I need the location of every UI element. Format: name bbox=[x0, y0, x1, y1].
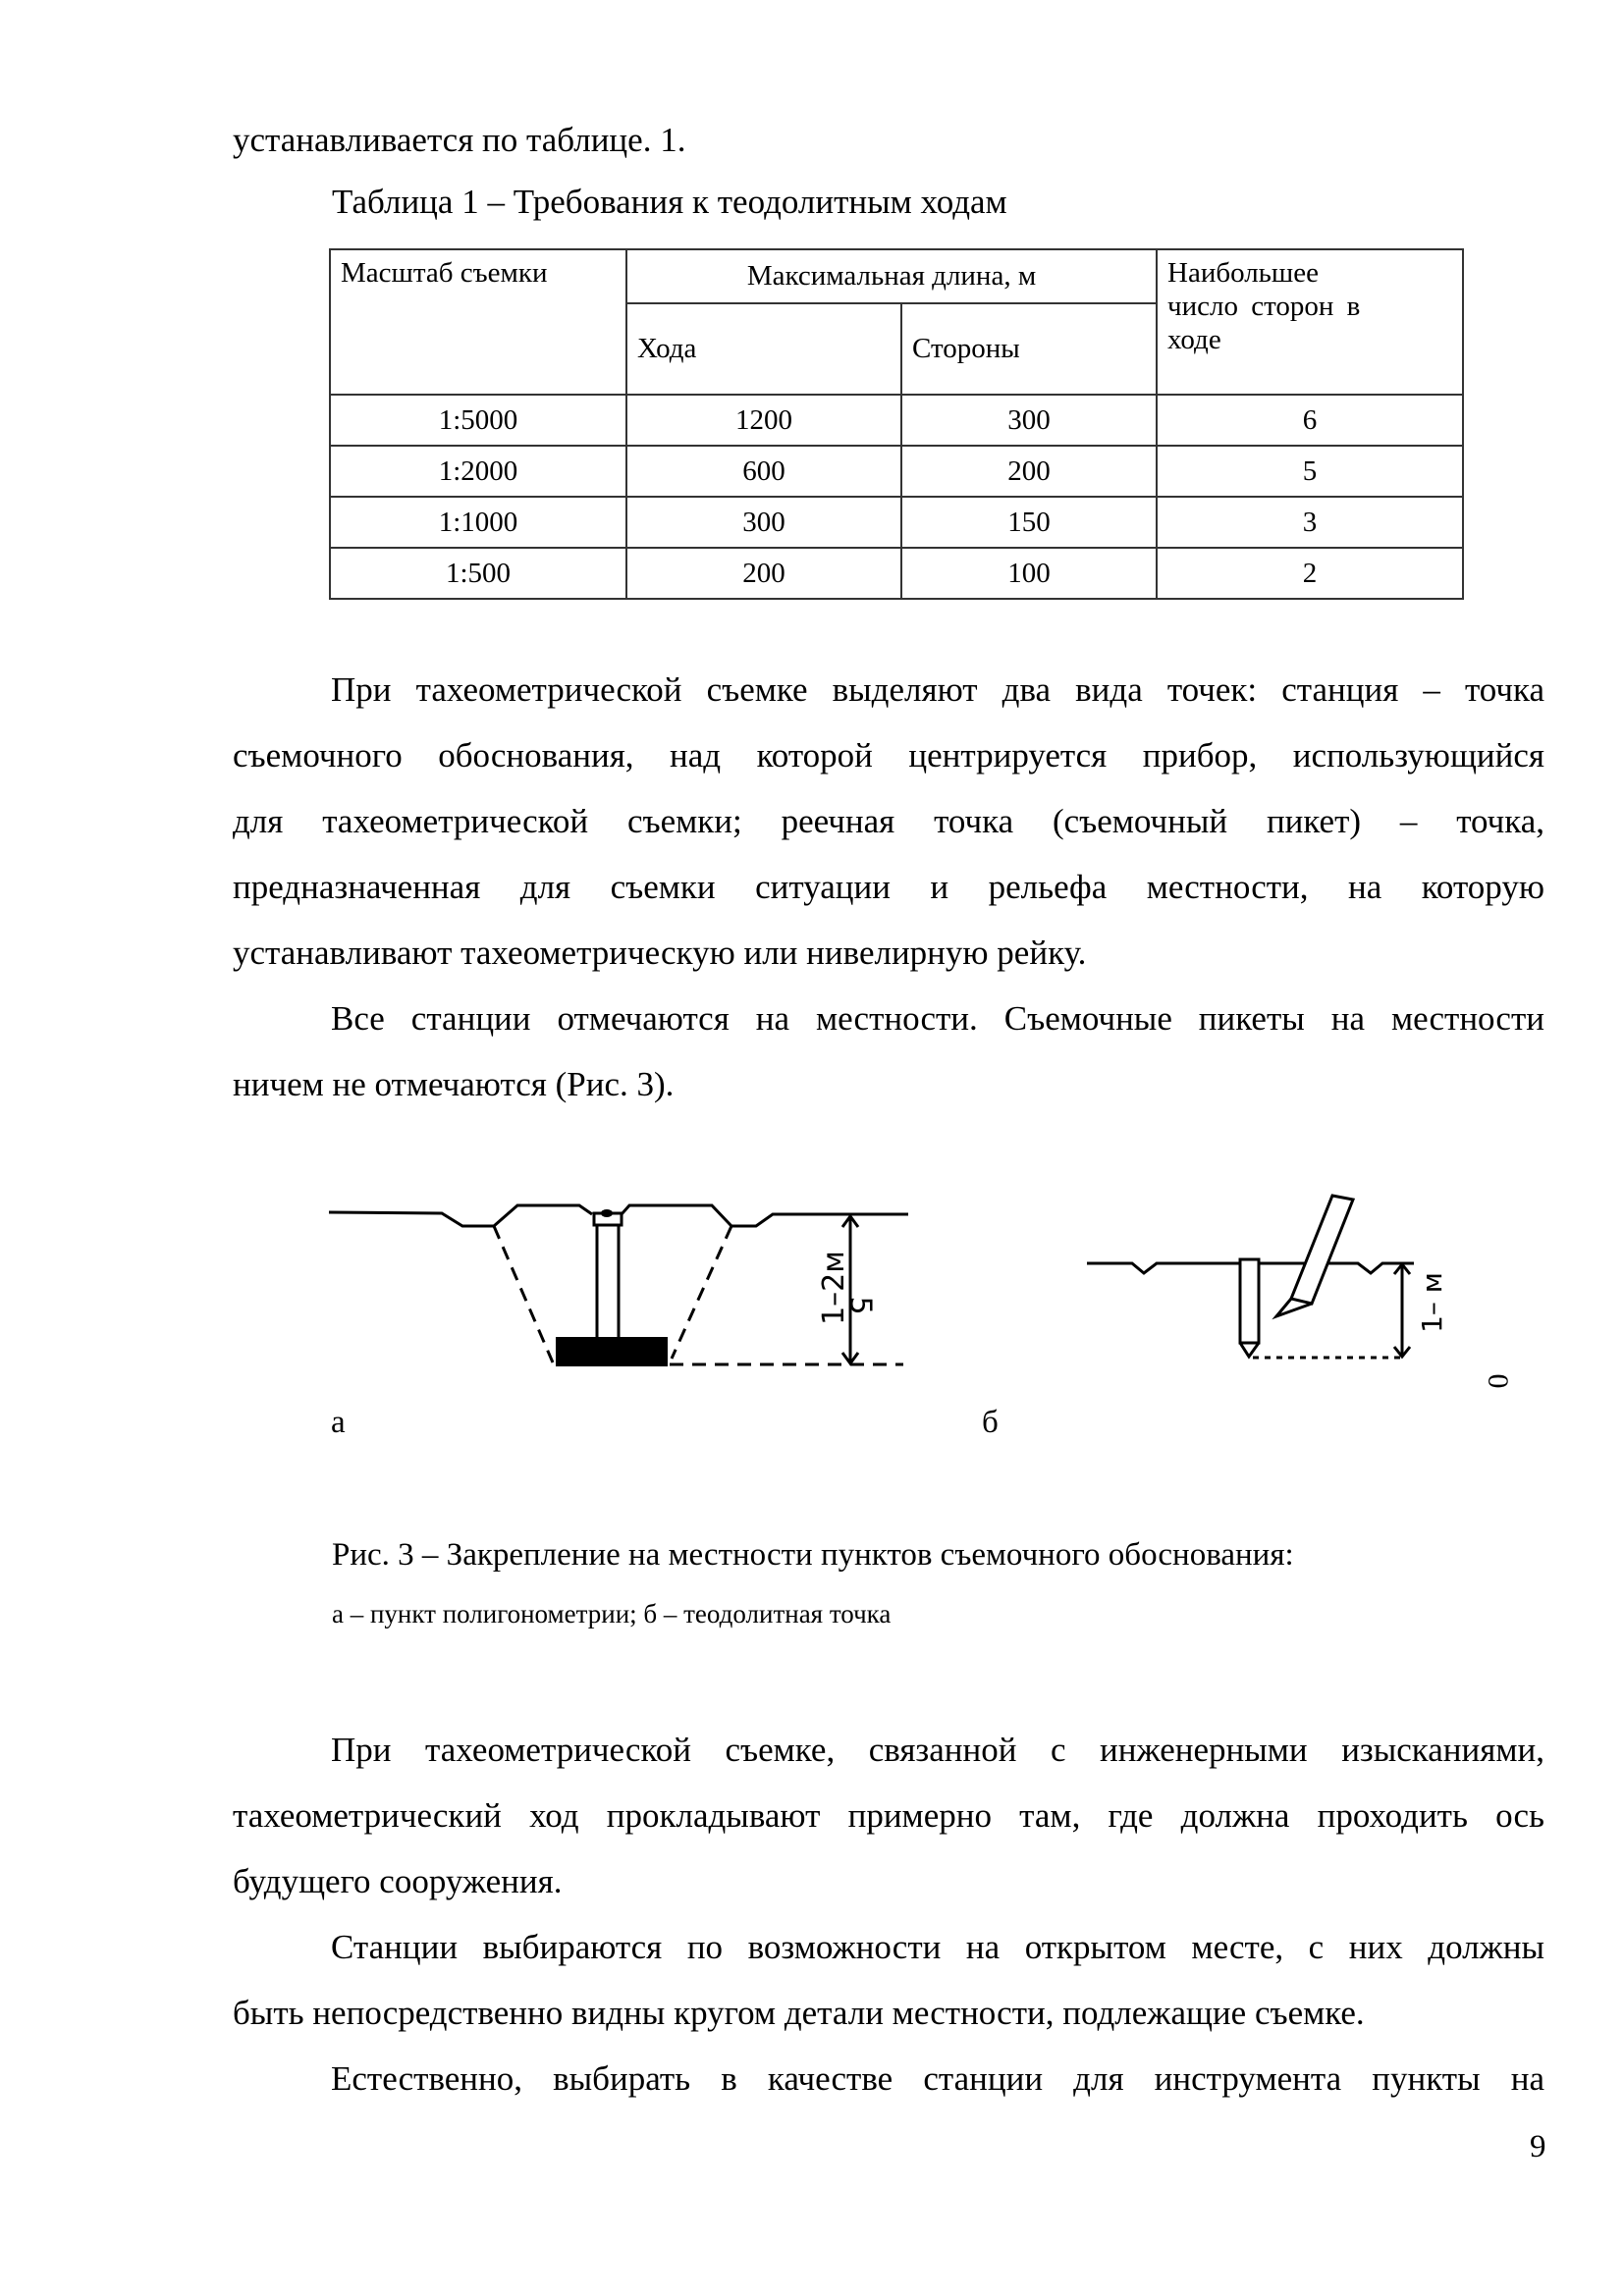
cell-sides: 3 bbox=[1157, 497, 1463, 548]
paragraph3-line: При тахеометрической съемке, связанной с инженерными изысканиями, bbox=[331, 1731, 1544, 1769]
paragraph2-line: ничем не отмечаются (Рис. 3). bbox=[233, 1065, 675, 1103]
cell-traverse: 600 bbox=[626, 446, 901, 497]
cell-side: 300 bbox=[901, 395, 1157, 446]
figure-label-b: б bbox=[982, 1405, 999, 1440]
cell-side: 150 bbox=[901, 497, 1157, 548]
dimension-label-a: 1–2м bbox=[816, 1251, 851, 1325]
header-max-length: Максимальная длина, м bbox=[626, 249, 1157, 303]
dimension-label-b: 1– м bbox=[1415, 1272, 1448, 1333]
cell-side: 200 bbox=[901, 446, 1157, 497]
paragraph3-line: будущего сооружения. bbox=[233, 1862, 563, 1900]
paragraph3-line: тахеометрический ход прокладывают примерно там, где должна проходить ось bbox=[233, 1796, 1544, 1835]
cell-scale: 1:1000 bbox=[330, 497, 626, 548]
header-side: Стороны bbox=[901, 303, 1157, 395]
header-max-sides-line3: ходе bbox=[1167, 324, 1221, 355]
cell-scale: 1:5000 bbox=[330, 395, 626, 446]
dimension-label-a-extra: 5 bbox=[842, 1296, 878, 1315]
cell-traverse: 200 bbox=[626, 548, 901, 599]
paragraph2-line: Все станции отмечаются на местности. Съемочные пикеты на местности bbox=[331, 999, 1544, 1038]
page-number: 9 bbox=[1530, 2129, 1546, 2164]
centre-mark-icon bbox=[601, 1209, 613, 1217]
paragraph1-line: предназначенная для съемки ситуации и рельефа местности, на которую bbox=[233, 868, 1544, 906]
paragraph4-line: быть непосредственно видны кругом детали местности, подлежащие съемке. bbox=[233, 1994, 1365, 2032]
monument-block-icon bbox=[556, 1337, 668, 1366]
header-max-sides-line1: Наибольшее bbox=[1167, 257, 1319, 289]
header-traverse: Хода bbox=[626, 303, 901, 395]
cell-scale: 1:500 bbox=[330, 548, 626, 599]
figure-label-a: а bbox=[331, 1405, 346, 1440]
cell-sides: 6 bbox=[1157, 395, 1463, 446]
paragraph1-line: для тахеометрической съемки; реечная точка (съемочный пикет) – точка, bbox=[233, 802, 1544, 840]
dimension-label-b-extra: 0 bbox=[1482, 1373, 1515, 1389]
cell-sides: 5 bbox=[1157, 446, 1463, 497]
figure-subcaption: а – пункт полигонометрии; б – теодолитная точка bbox=[332, 1599, 892, 1629]
cell-traverse: 1200 bbox=[626, 395, 901, 446]
cell-scale: 1:2000 bbox=[330, 446, 626, 497]
figure-b-theodolite-point bbox=[1087, 1196, 1414, 1358]
header-scale: Масштаб съемки bbox=[330, 249, 626, 395]
paragraph1-line: устанавливают тахеометрическую или нивелирную рейку. bbox=[233, 934, 1087, 972]
intro-line: устанавливается по таблице. 1. bbox=[233, 121, 686, 159]
cell-sides: 2 bbox=[1157, 548, 1463, 599]
paragraph4-line: Станции выбираются по возможности на открытом месте, с них должны bbox=[331, 1928, 1544, 1966]
table-title: Таблица 1 – Требования к теодолитным ходам bbox=[332, 183, 1007, 221]
cell-traverse: 300 bbox=[626, 497, 901, 548]
header-max-sides-line2: число сторон в bbox=[1167, 291, 1361, 322]
paragraph5-line: Естественно, выбирать в качестве станции для инструмента пункты на bbox=[331, 2059, 1544, 2098]
figure-caption: Рис. 3 – Закрепление на местности пунктов съемочного обоснования: bbox=[332, 1537, 1294, 1573]
paragraph1-line: съемочного обоснования, над которой центрируется прибор, использующийся bbox=[233, 736, 1544, 774]
paragraph1-line: При тахеометрической съемке выделяют два вида точек: станция – точка bbox=[331, 670, 1544, 709]
cell-side: 100 bbox=[901, 548, 1157, 599]
